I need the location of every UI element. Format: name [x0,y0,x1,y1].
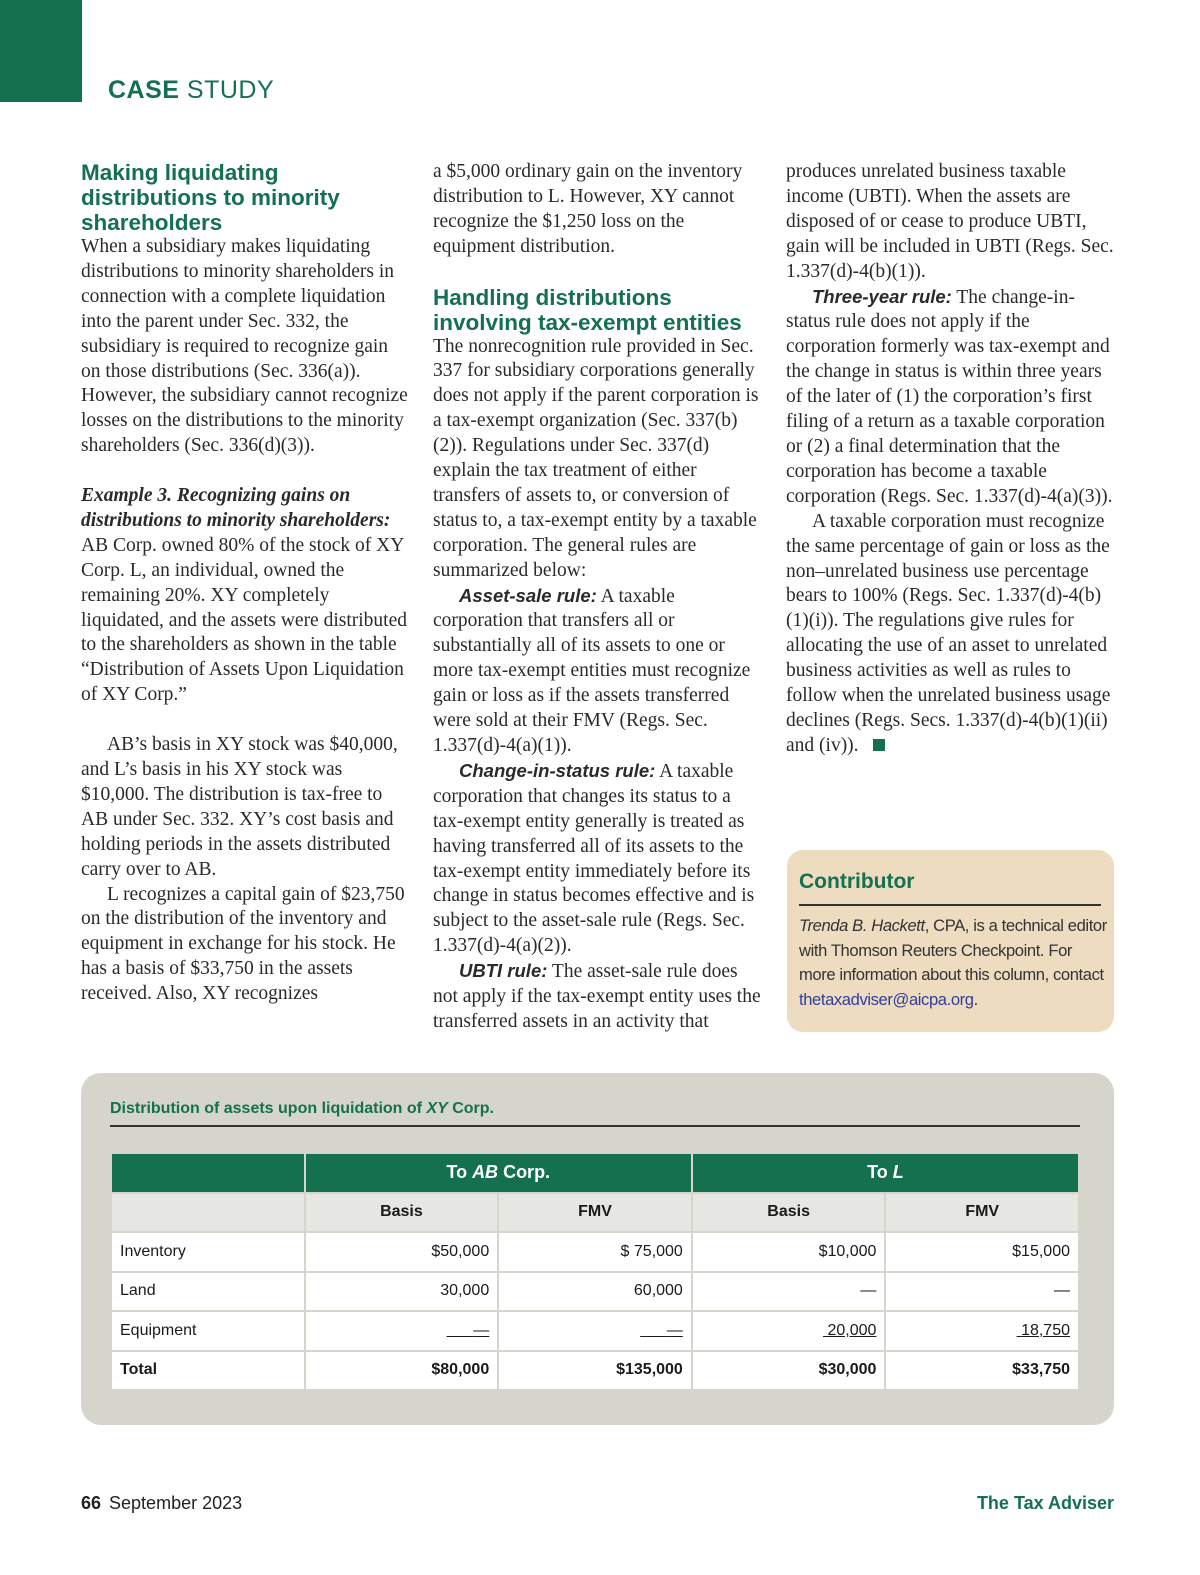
paragraph: a $5,000 ordinary gain on the inventory distribution to L. However, XY cannot recognize the $1,250 loss on the equipment distribution. [433,161,743,257]
column-1 [81,160,411,1007]
three-year-rule: Three-year rule: The change-in-status rule does not apply if the corporation formerly was tax-exempt and the change in status is within three years of the later of (1) the corporation’s first filing of a return as a taxable corporation or (2) a final determination that the corporation has become a taxable corporation (Regs. Sec. 1.337(d)-4(a)(3)). [786,285,1113,507]
table-cell: $33,750 [885,1351,1079,1391]
issue-date: September 2023 [109,1493,243,1513]
table-cell: — [885,1272,1079,1312]
contributor-name: Trenda B. Hackett [799,916,925,935]
row-label: Inventory [111,1232,305,1272]
column-2 [433,160,763,1035]
distribution-table-box [81,1073,1114,1425]
table-group-header [111,1153,1079,1193]
table-cell: $10,000 [692,1232,886,1272]
table-cell: $80,000 [305,1351,499,1391]
paragraph: The nonrecognition rule provided in Sec. 337 for subsidiary corporations generally does not apply if the parent corporation is a tax-exempt organization (Sec. 337(b)(2)). Regulations under Sec. 337(d) explain the tax treatment of either transfers of assets to, or conversion of status to, a tax-exempt entity by a taxable corporation. The general rules are summarized below: [433,335,759,581]
page-footer-left [81,1493,242,1514]
table-subheader [111,1193,1079,1233]
table-cell: 60,000 [498,1272,692,1312]
paragraph: produces unrelated business taxable income (UBTI). When the assets are disposed of or cease to produce UBTI, gain will be included in UBTI (Regs. Sec. 1.337(d)-4(b)(1)). [786,161,1114,282]
heading-liquidating-distributions: Making liquidating distributions to minority shareholders [81,160,340,235]
table-cell: $ 75,000 [498,1232,692,1272]
section-label: CASE STUDY [108,76,275,104]
heading-tax-exempt-entities: Handling distributions involving tax-exempt entities [433,284,742,335]
table-row-total [111,1351,1079,1391]
paragraph: A taxable corporation must recognize the same percentage of gain or loss as the non–unrelated business use percentage bears to 100% (Regs. Sec. 1.337(d)-4(b)(1)(i)). The regulations give rules for allocating the use of an asset to unrelated business activities as well as rules to follow when the unrelated business usage declines (Regs. Secs. 1.337(d)-4(b)(1)(ii) and (iv)). [786,510,1111,756]
table-cell: 20,000 [692,1311,886,1351]
table-cell: $135,000 [498,1351,692,1391]
group-header-ab: To AB Corp. [305,1153,692,1193]
group-header-l: To L [692,1153,1079,1193]
change-in-status-rule: Change-in-status rule: A taxable corporation that changes its status to a tax-exempt entity generally is treated as having transferred all of its assets to the tax-exempt entity immediately before its change in status becomes effective and is subject to the asset-sale rule (Regs. Sec. 1.337(d)-4(a)(2)). [433,759,755,957]
table-row [111,1311,1079,1351]
row-label: Equipment [111,1311,305,1351]
table-row [111,1272,1079,1312]
row-label: Land [111,1272,305,1312]
table-row [111,1232,1079,1272]
column-header: FMV [885,1193,1079,1233]
paragraph: L recognizes a capital gain of $23,750 on the distribution of the inventory and equipment in exchange for his stock. He has a basis of $33,750 in the assets received. Also, XY recognizes [81,883,405,1005]
publication-name: The Tax Adviser [976,1493,1114,1513]
contributor-title: Contributor [799,870,915,893]
column-header: Basis [305,1193,499,1233]
paragraph: AB’s basis in XY stock was $40,000, and L’s basis in his XY stock was $10,000. The distribution is tax-free to AB under Sec. 332. XY’s cost basis and holding periods in the assets distributed carry over to AB. [81,734,398,880]
table-cell: $50,000 [305,1232,499,1272]
table-cell: — [498,1311,692,1351]
email-link[interactable]: thetaxadviser@aicpa.org [799,990,974,1010]
contributor-box [787,850,1114,1032]
divider [110,1125,1080,1127]
row-label: Total [111,1351,305,1391]
distribution-table [110,1152,1080,1391]
table-cell: 18,750 [885,1311,1079,1351]
page-number: 66 [81,1493,102,1513]
table-cell: 30,000 [305,1272,499,1312]
table-cell: — [692,1272,886,1312]
column-header: Basis [692,1193,886,1233]
table-cell: $15,000 [885,1232,1079,1272]
contributor-bio: Trenda B. Hackett, CPA, is a technical editor with Thomson Reuters Checkpoint. For more information about this column, contact thetaxadviser@aicpa.org. [799,916,1107,1010]
table-cell: $30,000 [692,1351,886,1391]
ubti-rule: UBTI rule: The asset-sale rule does not apply if the tax-exempt entity uses the transferred assets in an activity that [433,960,761,1032]
divider [799,904,1101,906]
asset-sale-rule: Asset-sale rule: A taxable corporation that transfers all or substantially all of its assets to one or more tax-exempt entities must recognize gain or loss as if the assets transferred were sold at their FMV (Regs. Sec. 1.337(d)-4(a)(1)). [433,584,751,757]
column-3 [786,160,1116,759]
corner-color-block [0,0,82,102]
table-caption: Distribution of assets upon liquidation of XY Corp. [110,1100,494,1117]
paragraph: When a subsidiary makes liquidating distributions to minority shareholders in connection with a complete liquidation into the parent under Sec. 332, the subsidiary is required to recognize gain on those distributions (Sec. 336(a)). However, the subsidiary cannot recognize losses on the distributions to the minority shareholders (Sec. 336(d)(3)). [81,236,408,457]
column-header: FMV [498,1193,692,1233]
example-3: Example 3. Recognizing gains on distributions to minority shareholders: AB Corp. owned 80% of the stock of XY Corp. L, an individual, owned the remaining 20%. XY completely liquidated, and the assets were distributed to the shareholders as shown in the table “Distribution of Assets Upon Liquidation of XY Corp.” [81,485,407,706]
end-of-article-mark [873,739,885,751]
table-cell: — [305,1311,499,1351]
